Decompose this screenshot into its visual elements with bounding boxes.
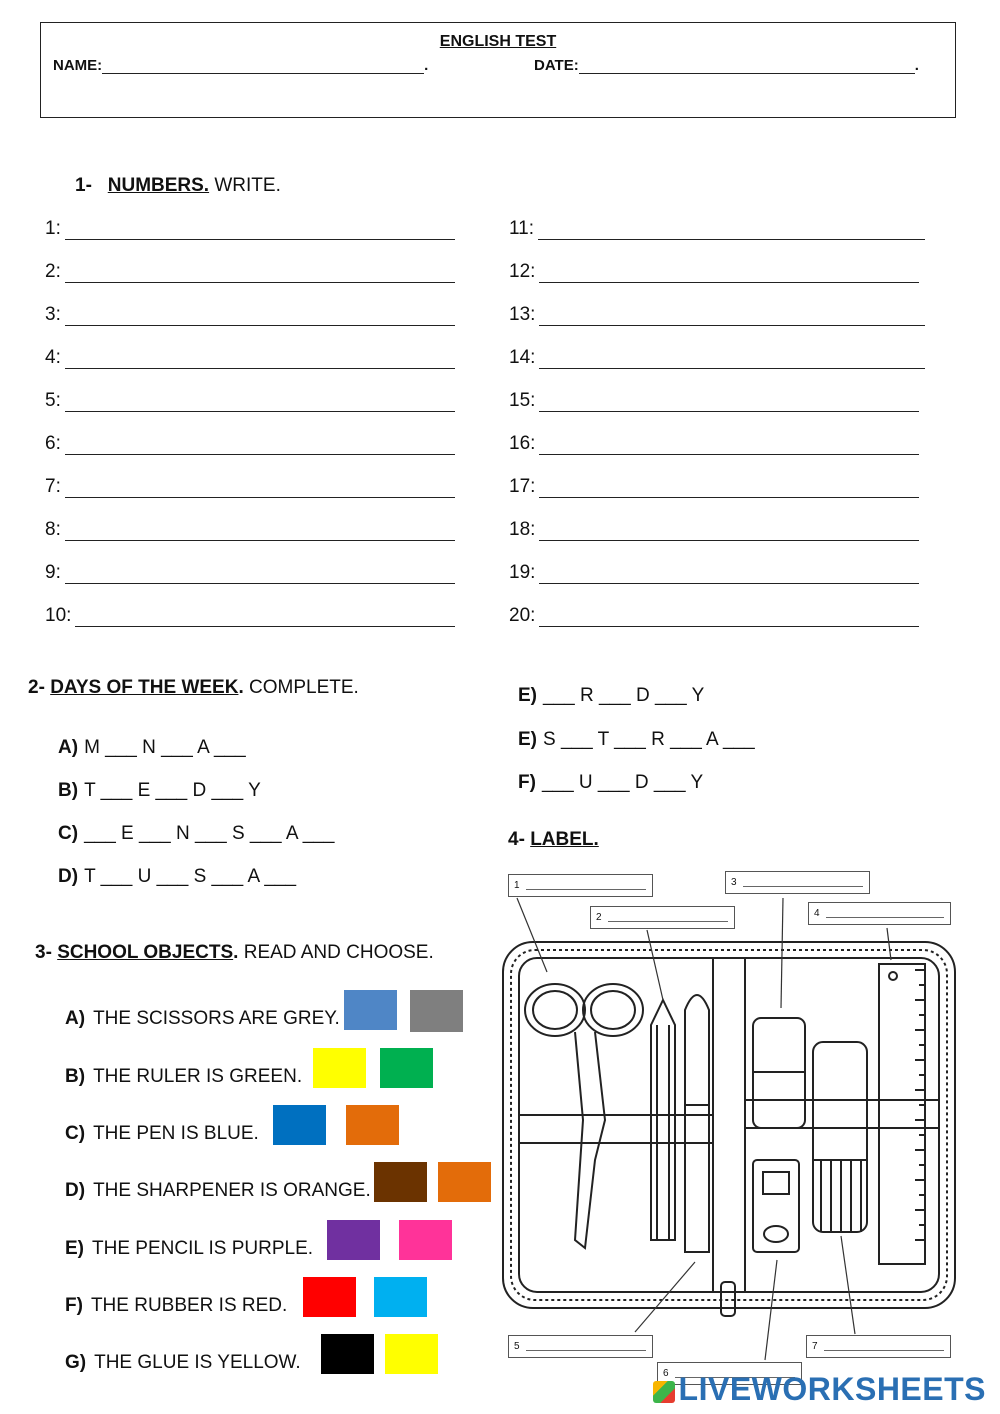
day-item[interactable] xyxy=(58,866,296,888)
number-row xyxy=(509,519,919,541)
section4-title: LABEL. xyxy=(530,829,599,850)
number-answer-line[interactable] xyxy=(65,436,455,455)
day-item-letter: E) xyxy=(518,729,537,750)
color-choice-swatch[interactable] xyxy=(410,990,463,1032)
color-choice-swatch[interactable] xyxy=(313,1048,366,1088)
number-answer-line[interactable] xyxy=(65,479,455,498)
color-choice-swatch[interactable] xyxy=(327,1220,380,1260)
object-item-text: THE GLUE IS YELLOW. xyxy=(94,1352,301,1373)
number-row xyxy=(45,519,455,541)
rubber-drawing xyxy=(753,1018,805,1128)
object-item xyxy=(65,1066,302,1088)
day-item[interactable] xyxy=(58,823,334,845)
number-answer-line[interactable] xyxy=(65,393,455,412)
label-box[interactable] xyxy=(725,871,870,894)
number-row xyxy=(509,390,919,412)
number-answer-line[interactable] xyxy=(75,608,455,627)
number-label: 13: xyxy=(509,304,536,325)
section2-heading xyxy=(28,677,359,699)
number-label: 12: xyxy=(509,261,536,282)
color-choice-swatch[interactable] xyxy=(344,990,397,1030)
number-row xyxy=(509,347,925,369)
color-choice-swatch[interactable] xyxy=(303,1277,356,1317)
glue-drawing xyxy=(813,1042,867,1232)
day-item-text: ___ R ___ D ___ Y xyxy=(543,685,705,706)
color-choice-swatch[interactable] xyxy=(438,1162,491,1202)
day-item-letter: A) xyxy=(58,737,79,758)
number-label: 11: xyxy=(509,218,535,239)
number-row xyxy=(45,433,455,455)
number-row xyxy=(509,261,919,283)
object-item-text: THE RULER IS GREEN. xyxy=(93,1066,303,1087)
object-item-text: THE PEN IS BLUE. xyxy=(93,1123,259,1144)
number-row xyxy=(509,562,919,584)
object-item-letter: A) xyxy=(65,1008,86,1029)
number-row xyxy=(509,476,919,498)
number-answer-line[interactable] xyxy=(539,436,919,455)
label-box-line xyxy=(826,909,944,918)
section2-instruction: COMPLETE. xyxy=(249,677,359,698)
number-row xyxy=(45,476,455,498)
number-label: 8: xyxy=(45,519,61,540)
day-item[interactable] xyxy=(518,685,704,707)
label-box-number: 6 xyxy=(663,1368,669,1379)
color-choice-swatch[interactable] xyxy=(380,1048,433,1088)
number-answer-line[interactable] xyxy=(538,221,925,240)
section1-instruction: WRITE. xyxy=(214,175,281,196)
number-answer-line[interactable] xyxy=(65,350,455,369)
number-row xyxy=(509,605,919,627)
number-label: 14: xyxy=(509,347,536,368)
number-label: 4: xyxy=(45,347,61,368)
section2-title: DAYS OF THE WEEK xyxy=(50,677,239,698)
number-answer-line[interactable] xyxy=(539,608,919,627)
object-item-letter: D) xyxy=(65,1180,86,1201)
object-item-text: THE SCISSORS ARE GREY. xyxy=(93,1008,340,1029)
number-row xyxy=(45,304,455,326)
day-item-letter: F) xyxy=(518,772,536,793)
number-label: 17: xyxy=(509,476,536,497)
number-answer-line[interactable] xyxy=(65,522,455,541)
day-item-letter: C) xyxy=(58,823,79,844)
day-item[interactable] xyxy=(518,729,755,751)
sharpener-drawing xyxy=(753,1160,799,1252)
label-box-number: 4 xyxy=(814,908,820,919)
object-item-letter: E) xyxy=(65,1238,84,1259)
color-choice-swatch[interactable] xyxy=(374,1162,427,1202)
number-answer-line[interactable] xyxy=(539,479,919,498)
number-label: 10: xyxy=(45,605,72,626)
object-item-letter: B) xyxy=(65,1066,86,1087)
name-dot: . xyxy=(424,57,429,74)
label-box-number: 1 xyxy=(514,880,520,891)
color-choice-swatch[interactable] xyxy=(374,1277,427,1317)
number-answer-line[interactable] xyxy=(539,565,919,584)
object-item-letter: C) xyxy=(65,1123,86,1144)
header-box xyxy=(40,22,956,118)
liveworksheets-logo xyxy=(653,1371,986,1408)
label-box-line xyxy=(526,881,646,890)
section1-heading xyxy=(75,175,281,197)
number-label: 20: xyxy=(509,605,536,626)
color-choice-swatch[interactable] xyxy=(321,1334,374,1374)
number-label: 5: xyxy=(45,390,61,411)
number-label: 19: xyxy=(509,562,536,583)
number-row xyxy=(509,218,925,240)
number-row xyxy=(509,433,919,455)
label-box[interactable] xyxy=(590,906,735,929)
number-label: 16: xyxy=(509,433,536,454)
name-line[interactable] xyxy=(102,59,424,74)
day-item-text: T ___ U ___ S ___ A ___ xyxy=(84,866,297,887)
number-label: 1: xyxy=(45,218,61,239)
pen-drawing xyxy=(685,995,709,1252)
date-dot: . xyxy=(914,57,919,74)
number-answer-line[interactable] xyxy=(65,221,455,240)
color-choice-swatch[interactable] xyxy=(273,1105,326,1145)
day-item-letter: E) xyxy=(518,685,537,706)
label-box-line xyxy=(824,1342,944,1351)
section2-number: 2- xyxy=(28,677,45,698)
number-row xyxy=(45,261,455,283)
number-row xyxy=(45,390,455,412)
number-label: 3: xyxy=(45,304,61,325)
date-line[interactable] xyxy=(579,59,915,74)
brand-text: LIVEWORKSHEETS xyxy=(678,1371,986,1407)
object-item-letter: F) xyxy=(65,1295,83,1316)
pencil-case-illustration xyxy=(495,860,995,1400)
section1-title: NUMBERS. xyxy=(107,175,210,196)
object-item xyxy=(65,1123,259,1145)
number-row xyxy=(45,605,455,627)
section3-title: SCHOOL OBJECTS xyxy=(57,942,234,963)
label-box[interactable] xyxy=(808,902,951,925)
section3-instruction: READ AND CHOOSE. xyxy=(243,942,434,963)
object-item xyxy=(65,1238,313,1260)
section2-dot: . xyxy=(238,677,244,698)
ruler-drawing xyxy=(879,964,925,1264)
section3-heading xyxy=(35,942,434,964)
label-box-line xyxy=(743,878,863,887)
label-box-line xyxy=(526,1342,646,1351)
object-item xyxy=(65,1352,301,1374)
day-item-letter: B) xyxy=(58,780,79,801)
logo-mark-icon xyxy=(653,1381,675,1403)
object-item xyxy=(65,1295,287,1317)
number-label: 7: xyxy=(45,476,61,497)
object-item xyxy=(65,1180,371,1202)
object-item-text: THE SHARPENER IS ORANGE. xyxy=(93,1180,371,1201)
day-item-text: S ___ T ___ R ___ A ___ xyxy=(543,729,755,750)
section1-number: 1- xyxy=(75,175,92,196)
day-item[interactable] xyxy=(58,737,246,759)
right-strap xyxy=(745,1100,939,1128)
day-item-text: T ___ E ___ D ___ Y xyxy=(84,780,261,801)
number-answer-line[interactable] xyxy=(539,522,919,541)
date-label: DATE: xyxy=(534,57,579,74)
day-item-letter: D) xyxy=(58,866,79,887)
number-label: 9: xyxy=(45,562,61,583)
label-box-number: 7 xyxy=(812,1341,818,1352)
name-label: NAME: xyxy=(53,57,103,74)
number-label: 18: xyxy=(509,519,536,540)
number-answer-line[interactable] xyxy=(539,350,925,369)
number-answer-line[interactable] xyxy=(65,565,455,584)
number-row xyxy=(45,347,455,369)
pencil-drawing xyxy=(651,1000,675,1240)
number-label: 15: xyxy=(509,390,536,411)
number-label: 6: xyxy=(45,433,61,454)
day-item-text: ___ E ___ N ___ S ___ A ___ xyxy=(84,823,335,844)
section4-heading xyxy=(508,829,599,851)
color-choice-swatch[interactable] xyxy=(346,1105,399,1145)
section4-number: 4- xyxy=(508,829,525,850)
day-item-text: M ___ N ___ A ___ xyxy=(84,737,246,758)
day-item[interactable] xyxy=(518,772,703,794)
label-box-line xyxy=(608,913,728,922)
color-choice-swatch[interactable] xyxy=(399,1220,452,1260)
left-strap xyxy=(519,1115,713,1143)
day-item[interactable] xyxy=(58,780,261,802)
object-item-text: THE RUBBER IS RED. xyxy=(90,1295,288,1316)
number-row xyxy=(509,304,925,326)
object-item xyxy=(65,1008,340,1030)
section3-dot: . xyxy=(233,942,239,963)
number-row xyxy=(45,218,455,240)
label-box[interactable] xyxy=(508,1335,653,1358)
number-row xyxy=(45,562,455,584)
label-box-number: 5 xyxy=(514,1341,520,1352)
color-choice-swatch[interactable] xyxy=(385,1334,438,1374)
number-label: 2: xyxy=(45,261,61,282)
object-item-text: THE PENCIL IS PURPLE. xyxy=(92,1238,314,1259)
name-field xyxy=(53,57,428,74)
number-answer-line[interactable] xyxy=(65,264,455,283)
label-box-number: 2 xyxy=(596,912,602,923)
number-answer-line[interactable] xyxy=(539,307,925,326)
label-box[interactable] xyxy=(508,874,653,897)
label-box[interactable] xyxy=(806,1335,951,1358)
number-answer-line[interactable] xyxy=(65,307,455,326)
label-box-number: 3 xyxy=(731,877,737,888)
date-field xyxy=(534,57,919,74)
section3-number: 3- xyxy=(35,942,52,963)
number-answer-line[interactable] xyxy=(539,264,919,283)
object-item-letter: G) xyxy=(65,1352,87,1373)
day-item-text: ___ U ___ D ___ Y xyxy=(541,772,704,793)
test-title: ENGLISH TEST xyxy=(439,33,557,50)
number-answer-line[interactable] xyxy=(539,393,919,412)
